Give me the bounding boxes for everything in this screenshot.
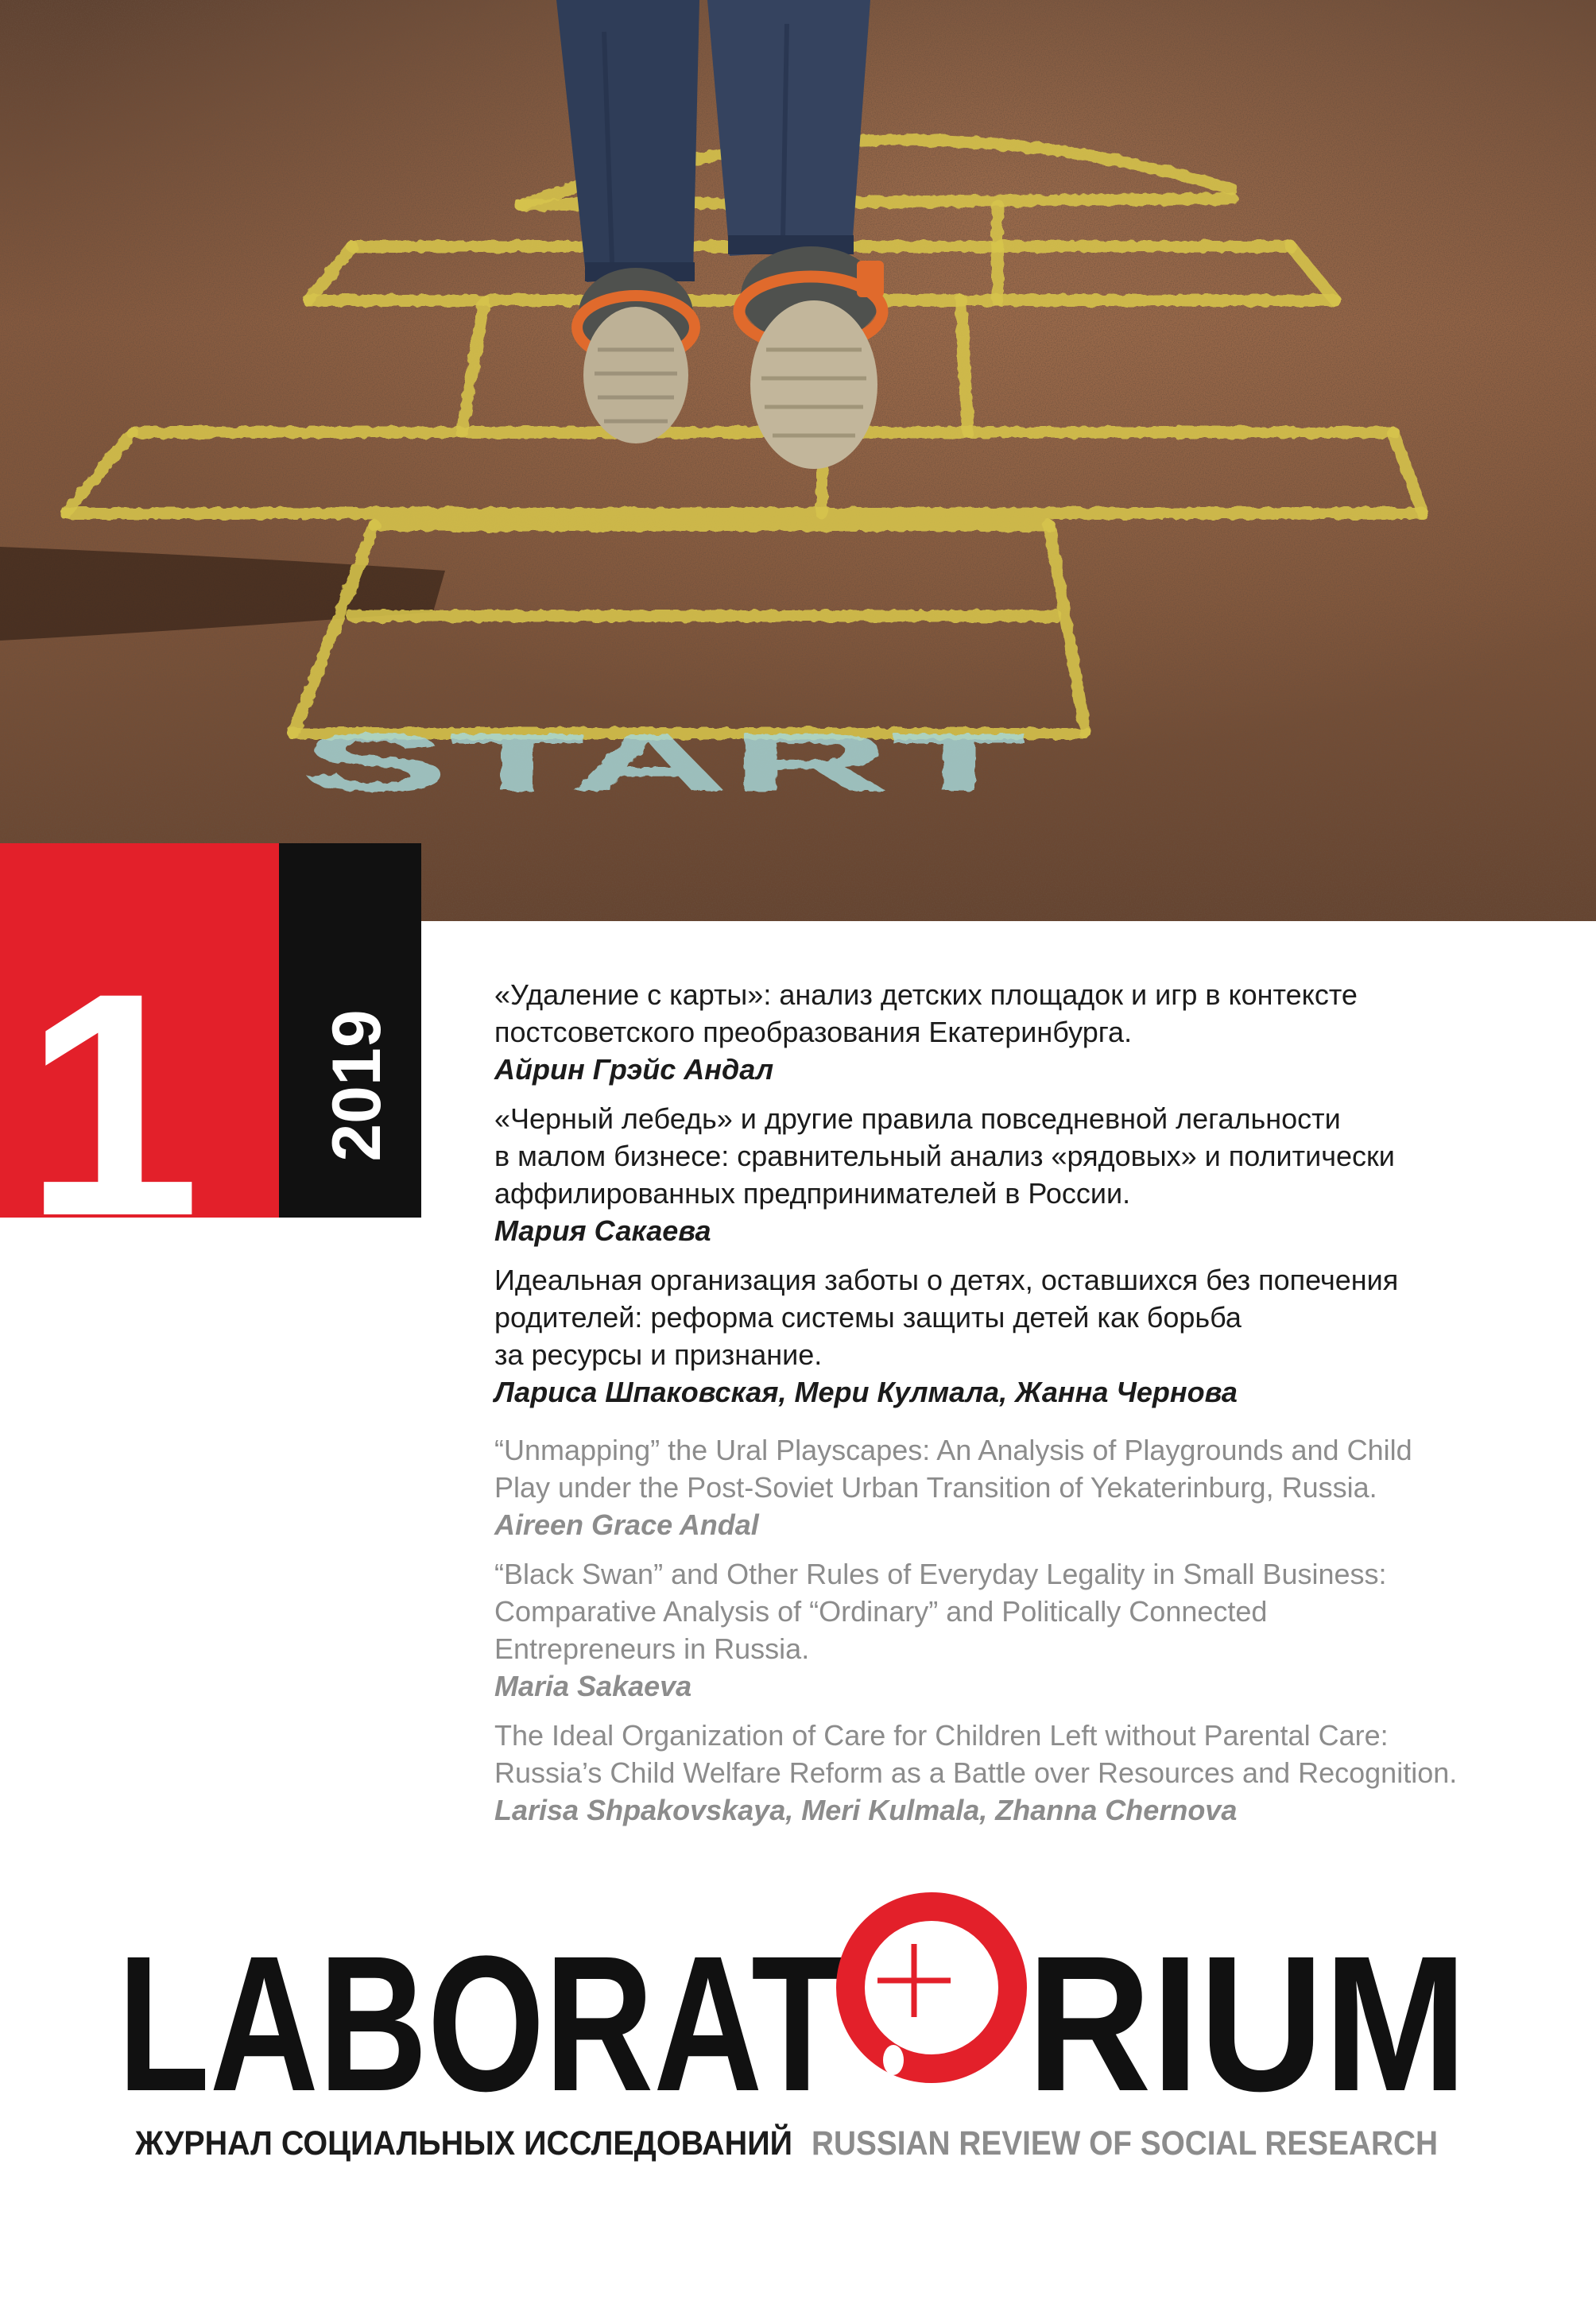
contents-english [494,1431,1583,1829]
article-entry [494,1261,1583,1411]
article-entry [494,1555,1583,1705]
article-authors: Лариса Шпаковская, Мери Кулмала, Жанна Чернова [494,1376,1238,1408]
circle-plus-icon [850,1907,1013,2075]
article-title-line: постсоветского преобразования Екатеринбурга. [494,1016,1133,1048]
cover-photo [0,0,1596,921]
article-title-line: родителей: реформа системы защиты детей как борьба [494,1301,1242,1334]
article-entry [494,1717,1583,1829]
article-title-line: Play under the Post-Soviet Urban Transition of Yekaterinburg, Russia. [494,1471,1377,1504]
article-authors: Мария Сакаева [494,1214,711,1247]
article-entry [494,1431,1583,1543]
article-title-line: Russia’s Child Welfare Reform as a Battle over Resources and Recognition. [494,1756,1458,1789]
issue-year-block [279,843,421,1218]
article-title-line: Entrepreneurs in Russia. [494,1632,810,1665]
table-of-contents [494,976,1583,1829]
article-title-line: The Ideal Organization of Care for Children Left without Parental Care: [494,1719,1389,1752]
article-authors: Larisa Shpakovskaya, Meri Kulmala, Zhanna Chernova [494,1794,1238,1826]
logo-text-right: RIUM [1027,1916,1467,2114]
contents-russian [494,976,1583,1411]
tagline-english: RUSSIAN REVIEW OF SOCIAL RESEARCH [812,2124,1438,2163]
article-title-line: в малом бизнесе: сравнительный анализ «рядовых» и политически [494,1140,1395,1172]
chalk-start-text: START [300,717,1027,809]
article-authors: Aireen Grace Andal [494,1508,759,1541]
article-authors: Maria Sakaeva [494,1670,692,1702]
issue-year: 2019 [319,1009,395,1162]
left-shoe [577,268,695,443]
article-title-line: за ресурсы и признание. [494,1338,823,1371]
issue-number: 1 [24,927,201,1218]
article-title-line: “Unmapping” the Ural Playscapes: An Analysis of Playgrounds and Child [494,1434,1412,1466]
article-title-line: аффилированных предпринимателей в России. [494,1177,1131,1210]
issue-number-block [0,843,279,1218]
tagline-russian: ЖУРНАЛ СОЦИАЛЬНЫХ ИССЛЕДОВАНИЙ [135,2124,850,2163]
journal-logo [111,1884,1486,2114]
article-title-line: «Удаление с карты»: анализ детских площадок и игр в контексте [494,978,1358,1011]
article-title-line: «Черный лебедь» и другие правила повседневной легальности [494,1102,1341,1135]
article-title-line: Comparative Analysis of “Ordinary” and Politically Connected [494,1595,1268,1628]
article-authors: Айрин Грэйс Андал [494,1053,774,1086]
logo-text-left: LABORAT [118,1916,843,2114]
article-title-line: Идеальная организация заботы о детях, оставшихся без попечения [494,1264,1399,1296]
journal-tagline [127,2114,1462,2170]
article-entry [494,976,1583,1088]
article-entry [494,1100,1583,1249]
article-title-line: “Black Swan” and Other Rules of Everyday Legality in Small Business: [494,1558,1387,1590]
